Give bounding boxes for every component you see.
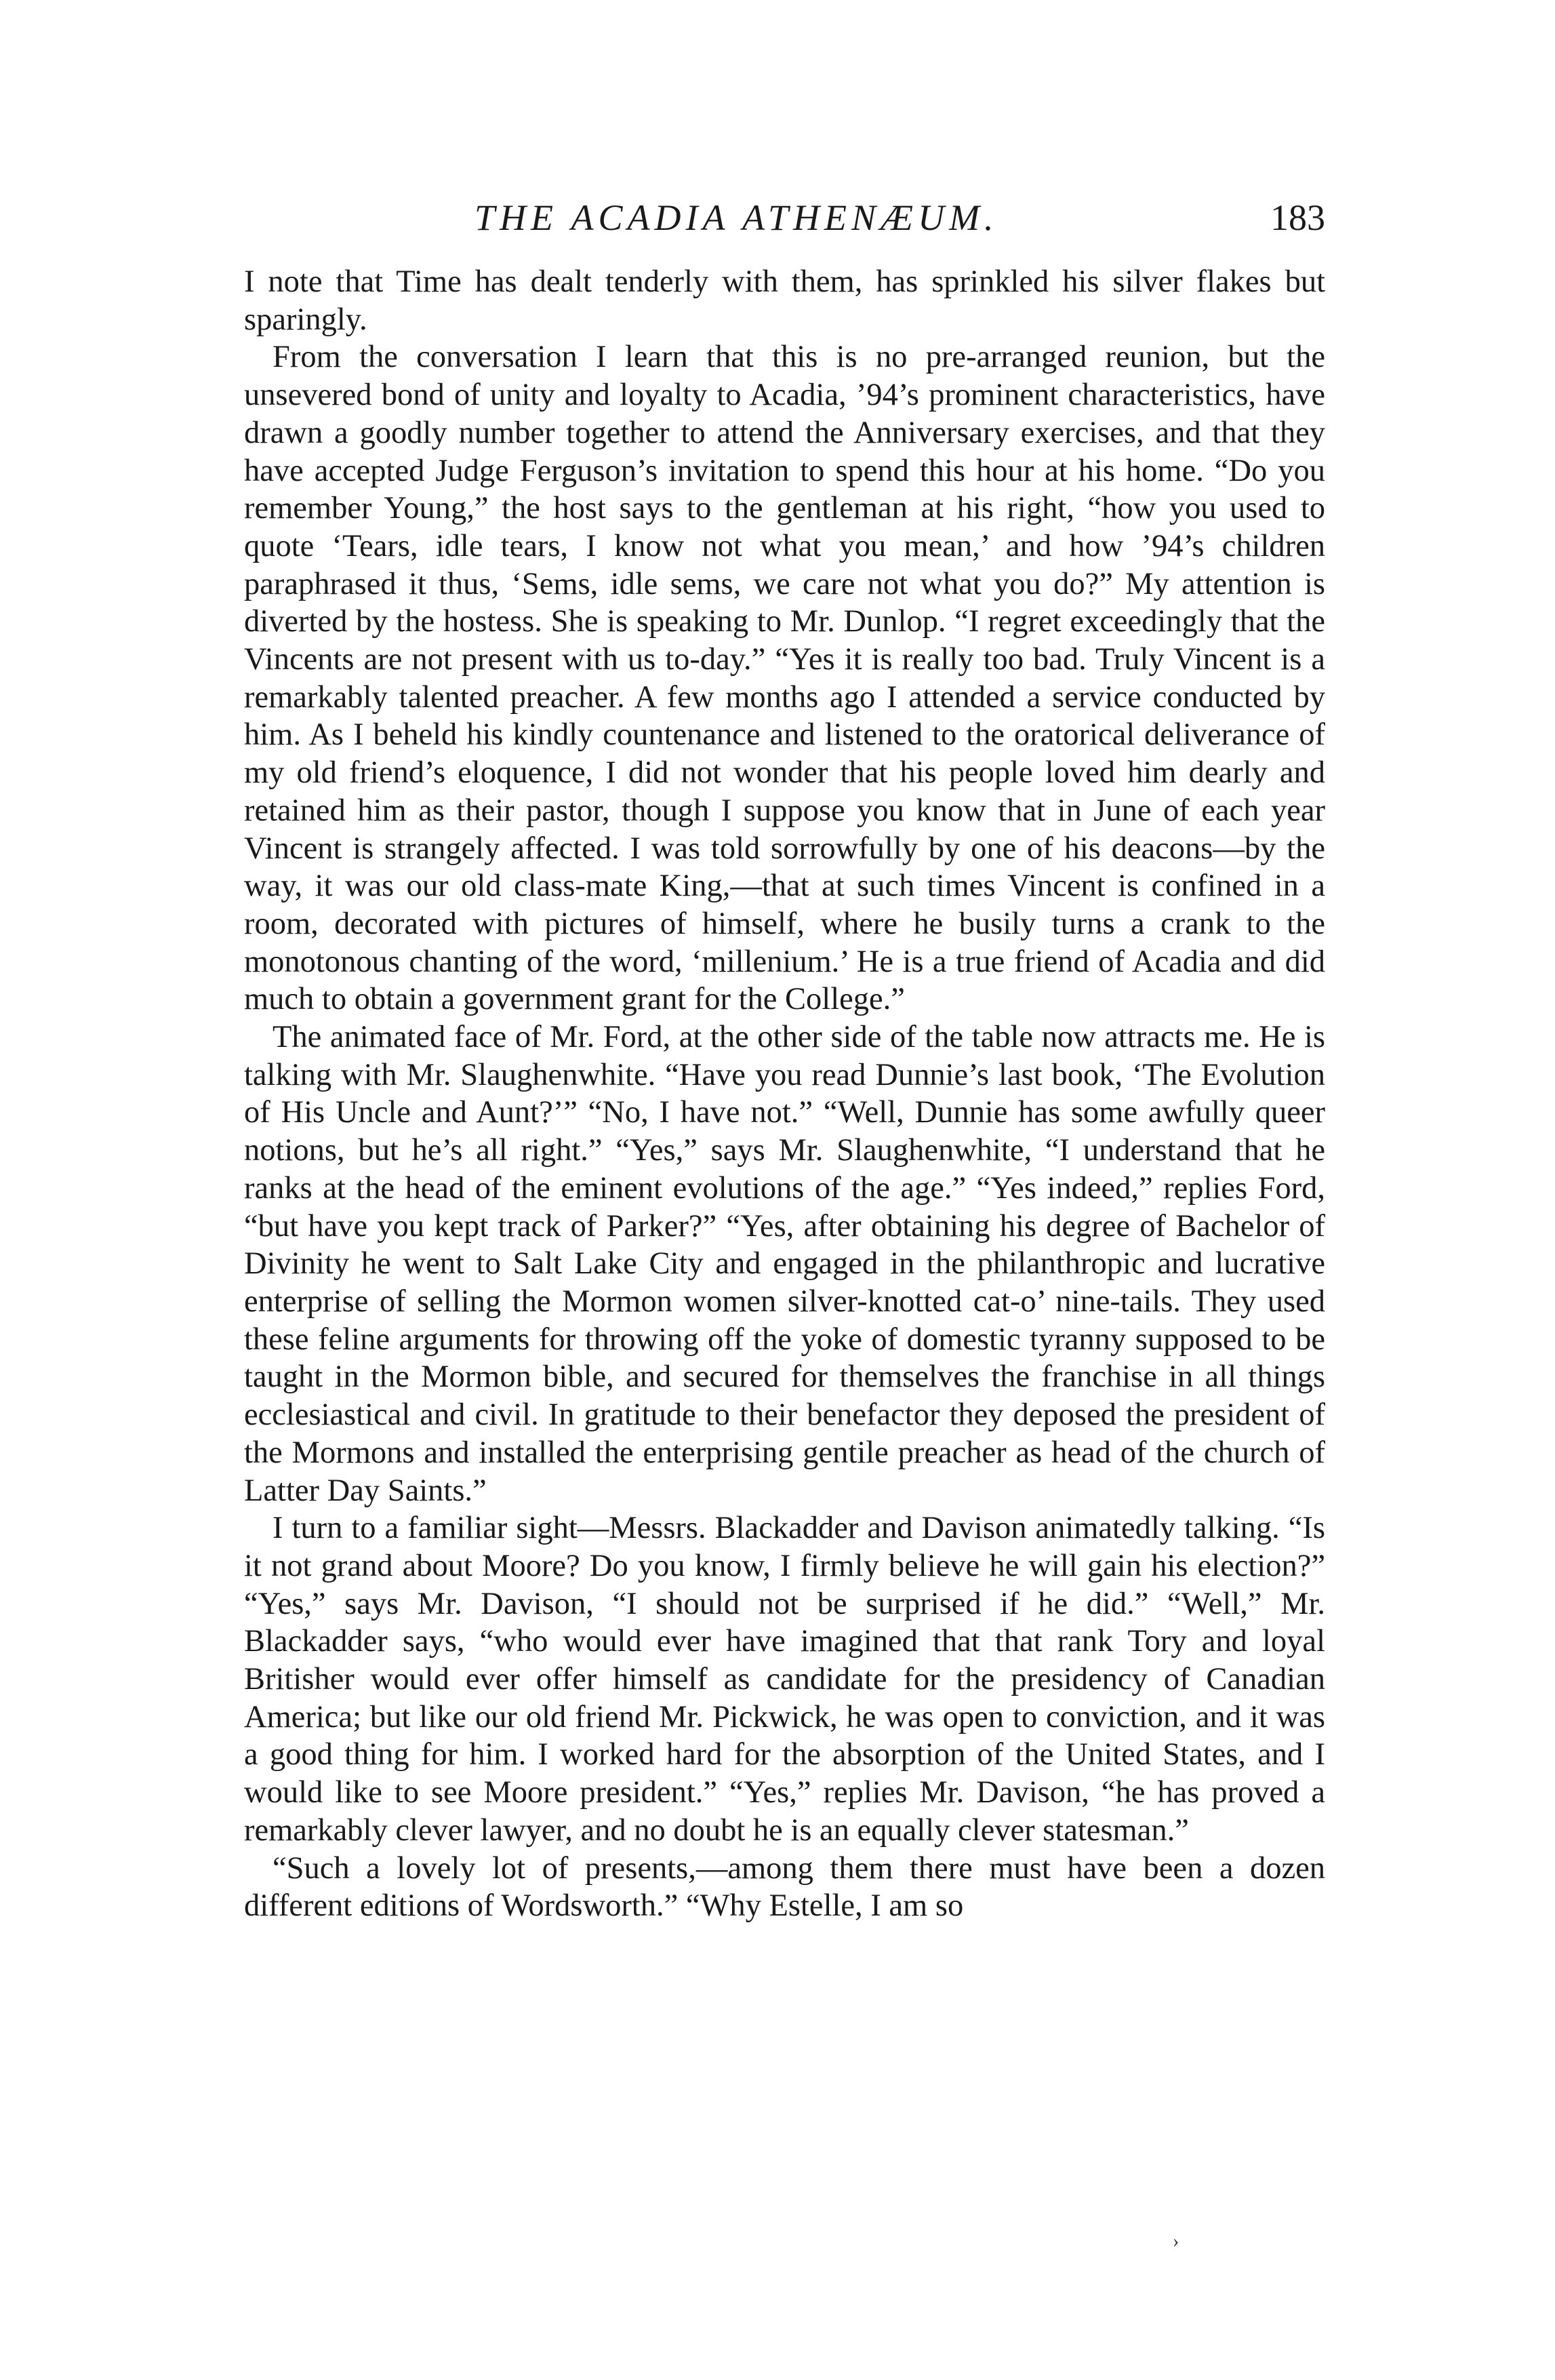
article-body bbox=[244, 263, 1325, 1925]
running-title: THE ACADIA ATHENÆUM. bbox=[474, 197, 998, 238]
paragraph-5: “Such a lovely lot of presents,—among them there must have been a dozen different editions of Wordsworth.” “Why Estelle, I am so bbox=[244, 1850, 1325, 1924]
paragraph-2: From the conversation I learn that this is no pre-arranged reunion, but the unsevered bond of unity and loyalty to Acadia, ’94’s prominent characteristics, have drawn a goodly number together to attend the Anniversary exercises, and that they have accepted Judge Ferguson’s invitation to spend this hour at his home. “Do you remember Young,” the host says to the gentleman at his right, “how you used to quote ‘Tears, idle tears, I know not what you mean,’ and how ’94’s children paraphrased it thus, ‘Sems, idle sems, we care not what you do?” My attention is diverted by the hostess. She is speaking to Mr. Dunlop. “I regret exceedingly that the Vincents are not present with us to-day.” “Yes it is really too bad. Truly Vincent is a remarkably talented preacher. A few months ago I attended a service conducted by him. As I beheld his kindly countenance and listened to the oratorical deliverance of my old friend’s eloquence, I did not wonder that his people loved him dearly and retained him as their pastor, though I suppose you know that in June of each year Vincent is strangely affected. I was told sorrowfully by one of his deacons—by the way, it was our old class-mate King,—that at such times Vincent is confined in a room, decorated with pictures of himself, where he busily turns a crank to the monotonous chanting of the word, ‘millenium.’ He is a true friend of Acadia and did much to obtain a government grant for the College.” bbox=[244, 340, 1325, 1017]
paragraph-4: I turn to a familiar sight—Messrs. Blackadder and Davison animatedly talking. “Is it not grand about Moore? Do you know, I firmly believe he will gain his election?” “Yes,” says Mr. Davison, “I should not be surprised if he did.” “Well,” Mr. Blackadder says, “who would ever have imagined that that rank Tory and loyal Britisher would ever offer himself as candidate for the presidency of Canadian America; but like our old friend Mr. Pickwick, he was open to conviction, and it was a good thing for him. I worked hard for the absorption of the United States, and I would like to see Moore president.” “Yes,” replies Mr. Davison, “he has proved a remarkably clever lawyer, and no doubt he is an equally clever statesman.” bbox=[244, 1511, 1325, 1848]
paragraph-3: The animated face of Mr. Ford, at the other side of the table now attracts me. He is talking with Mr. Slaughenwhite. “Have you read Dunnie’s last book, ‘The Evolution of His Uncle and Aunt?’” “No, I have not.” “Well, Dunnie has some awfully queer notions, but he’s all right.” “Yes,” says Mr. Slaughenwhite, “I understand that he ranks at the head of the eminent evolutions of the age.” “Yes indeed,” replies Ford, “but have you kept track of Parker?” “Yes, after obtaining his degree of Bachelor of Divinity he went to Salt Lake City and engaged in the philanthropic and lucrative enterprise of selling the Mormon women silver-knotted cat-o’ nine-tails. They used these feline arguments for throwing off the yoke of domestic tyranny supposed to be taught in the Mormon bible, and secured for themselves the franchise in all things ecclesiastical and civil. In gratitude to their benefactor they deposed the president of the Mormons and installed the enterprising gentile preacher as head of the church of Latter Day Saints.” bbox=[244, 1020, 1325, 1508]
page-header bbox=[244, 197, 1325, 244]
paragraph-1: I note that Time has dealt tenderly with them, has sprinkled his silver flakes but sparingly. bbox=[244, 264, 1325, 337]
page-number: 183 bbox=[1270, 197, 1325, 238]
page bbox=[244, 197, 1325, 1925]
print-mark: › bbox=[1173, 2231, 1179, 2252]
